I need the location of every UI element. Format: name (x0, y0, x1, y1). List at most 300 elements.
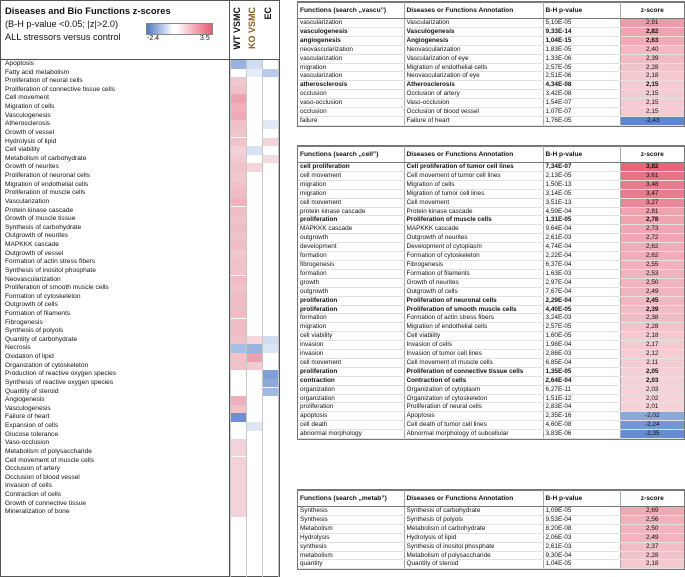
table-row (298, 403, 684, 412)
heatmap-row-label: Angiogenesis (5, 396, 45, 404)
heatmap-row-label: Quantity of carbohydrate (5, 335, 78, 343)
heatmap-title: Diseases and Bio Functions z-scores (5, 5, 171, 16)
heatmap-cell-wt (231, 103, 246, 112)
table-row (298, 36, 684, 45)
table-cell-z: 3,48 (620, 180, 684, 189)
heatmap-cell-ko (247, 189, 262, 198)
heatmap-row-label: Quantity of steroid (5, 387, 59, 395)
heatmap-row-label: Production of reactive oxygen species (5, 370, 117, 378)
table-row (298, 394, 684, 403)
heatmap-cell-wt (231, 69, 246, 78)
heatmap-row-label: Synthesis of reactive oxygen species (5, 378, 114, 386)
heatmap-cell-wt (231, 508, 246, 517)
table-cell-f: vaso-occlusion (298, 99, 404, 108)
table-cell-f: formation (298, 252, 404, 261)
heatmap-row-label: Failure of heart (5, 413, 50, 421)
heatmap-cell-ec (263, 336, 278, 345)
table-cell (297, 145, 685, 440)
table-cell-p: 1,54E-07 (543, 99, 620, 108)
color-scale-bar (146, 23, 213, 35)
table-row (298, 234, 684, 243)
table-cell-z: 2,03 (620, 385, 684, 394)
table-row (298, 54, 684, 63)
table-cell-a: Neovascularization (404, 45, 543, 54)
heatmap-cell-ko (247, 69, 262, 78)
heatmap-cell-ec (263, 60, 278, 69)
table-cell-a: MAPKKK cascade (404, 225, 543, 234)
table-cell-p: 4,59E-04 (543, 207, 620, 216)
heatmap-cell-wt (231, 94, 246, 103)
table-row (298, 296, 684, 305)
heatmap-cell-ko (247, 77, 262, 86)
heatmap-row-label: Cell viability (5, 146, 40, 154)
table-cell-f: MAPKKK cascade (298, 225, 404, 234)
table-cell-f: neovascularization (298, 45, 404, 54)
heatmap-cell-ec (263, 500, 278, 509)
table-row (298, 542, 684, 551)
table-cell-f: atherosclerosis (298, 81, 404, 90)
heatmap-cell-ko (247, 448, 262, 457)
table-cell-f: cell viability (298, 332, 404, 341)
table-cell-p: 2,61E-03 (543, 542, 620, 551)
heatmap-cell-wt (231, 336, 246, 345)
table-cell-a: Metabolism of polysaccharide (404, 551, 543, 560)
table-cell-z: 2,91 (620, 19, 684, 28)
heatmap-cell-ec (263, 207, 278, 216)
heatmap-cell-ko (247, 112, 262, 121)
table-cell-a: Synthesis of inositol phosphate (404, 542, 543, 551)
table-cell-f: contraction (298, 376, 404, 385)
table-cell-z: -2,35 (620, 430, 684, 439)
table-cell-z: 3,27 (620, 198, 684, 207)
heatmap-row-label: Cell movement of muscle cells (5, 456, 95, 464)
table-cell-f: organization (298, 385, 404, 394)
heatmap-cell-ec (263, 129, 278, 138)
table-cell-a: Proliferation of neural cells (404, 403, 543, 412)
table-cell-z: 2,49 (620, 287, 684, 296)
table-cell-a: Failure of heart (404, 116, 543, 125)
table-cell-a: Migration of endothelial cells (404, 63, 543, 72)
heatmap-cell-ko (247, 129, 262, 138)
table-cell-f: quantity (298, 560, 404, 569)
heatmap-cell-ec (263, 77, 278, 86)
table-cell-z: 2,03 (620, 376, 684, 385)
table-cell-z: 2,82 (620, 27, 684, 36)
table-cell-p: 2,35E-16 (543, 412, 620, 421)
table-row (298, 341, 684, 350)
table-row (298, 287, 684, 296)
heatmap-cell-ko (247, 301, 262, 310)
table-cell-f: abnormal morphology (298, 430, 404, 439)
heatmap-cell-ec (263, 508, 278, 517)
table-cell-f: invasion (298, 341, 404, 350)
heatmap-cell-ec (263, 422, 278, 431)
heatmap-cell-ko (247, 465, 262, 474)
heatmap-cell-wt (231, 457, 246, 466)
heatmap-row-label: Formation of cytoskeleton (5, 292, 81, 300)
column-divider (229, 1, 230, 577)
table-row (298, 45, 684, 54)
table-cell-p: 1,33E-06 (543, 54, 620, 63)
table-header: Functions (search „vascu”) (298, 3, 404, 19)
table-cell-p: 1,98E-04 (543, 341, 620, 350)
table-cell-a: Migration of tumor cell lines (404, 189, 543, 198)
table-cell-f: vasculogenesis (298, 27, 404, 36)
heatmap-cell-ec (263, 474, 278, 483)
heatmap-cell-ko (247, 146, 262, 155)
grid-line (230, 60, 231, 577)
table-row (298, 515, 684, 524)
table-header: B-H p-value (543, 3, 620, 19)
table-cell-p: 8,20E-08 (543, 524, 620, 533)
heatmap-row-label: Oxidation of lipid (5, 353, 54, 361)
table-cell-f: formation (298, 314, 404, 323)
table-metab (297, 489, 685, 570)
heatmap-row-label: Growth of connective tissue (5, 499, 86, 507)
table-row (298, 108, 684, 117)
table-row (298, 314, 684, 323)
heatmap-row-label: Proliferation of neuronal cells (5, 172, 91, 180)
table-cell-f: Metabolism (298, 524, 404, 533)
heatmap-row-label: Occlusion of artery (5, 465, 60, 473)
table-cell-z: 2,28 (620, 551, 684, 560)
table-cell-p: 2,83E-04 (543, 403, 620, 412)
table-cell-a: Formation of filaments (404, 269, 543, 278)
table-cell-a: Contraction of cells (404, 376, 543, 385)
table-header: Diseases or Functions Annotation (404, 3, 543, 19)
heatmap-cell-wt (231, 155, 246, 164)
table-cell-p: 1,76E-05 (543, 116, 620, 125)
table-cell-a: Hydrolysis of lipid (404, 533, 543, 542)
heatmap-cell-wt (231, 422, 246, 431)
table-cell-z: 2,72 (620, 234, 684, 243)
table-row (298, 332, 684, 341)
heatmap-cell-ec (263, 198, 278, 207)
heatmap-row-label: Proliferation of neural cells (5, 77, 83, 85)
heatmap-cell-ko (247, 353, 262, 362)
table-cell-z: 3,47 (620, 189, 684, 198)
heatmap-cell-ko (247, 413, 262, 422)
heatmap-cell-ec (263, 284, 278, 293)
heatmap-row-label: Synthesis of inositol phosphate (5, 266, 96, 274)
heatmap-cell-ec (263, 163, 278, 172)
table-row (298, 323, 684, 332)
heatmap-cell-wt (231, 60, 246, 69)
heatmap-cell-ec (263, 276, 278, 285)
table-row (298, 189, 684, 198)
heatmap-cell-ko (247, 379, 262, 388)
table-cell-f: invasion (298, 350, 404, 359)
heatmap-cell-wt (231, 276, 246, 285)
table-cell-p: 4,40E-05 (543, 305, 620, 314)
table-cell-p: 9,33E-14 (543, 27, 620, 36)
heatmap-cell-wt (231, 482, 246, 491)
heatmap-cell-ko (247, 258, 262, 267)
heatmap-row-label: Formation of filaments (5, 309, 71, 317)
heatmap-row-label: Synthesis of polyols (5, 327, 64, 335)
heatmap-row-label: MAPKKK cascade (5, 241, 59, 249)
grid-line (262, 60, 263, 577)
table-cell-a: Atherosclerosis (404, 81, 543, 90)
table-cell-f: metabolism (298, 551, 404, 560)
table-cell-p: 2,57E-05 (543, 323, 620, 332)
table-cell-a: Migration of cells (404, 180, 543, 189)
table-cell-f: proliferation (298, 403, 404, 412)
table-cell-p: 1,63E-03 (543, 269, 620, 278)
table-cell-z: 2,62 (620, 243, 684, 252)
heatmap-row-label: Growth of muscle tissue (5, 215, 76, 223)
heatmap-cell-ko (247, 431, 262, 440)
heatmap-cell-wt (231, 293, 246, 302)
table-cell-a: Cell proliferation of tumor cell lines (404, 163, 543, 172)
heatmap-cell-ec (263, 413, 278, 422)
heatmap-cell-ko (247, 284, 262, 293)
table-cell-f: occlusion (298, 108, 404, 117)
table-cell-z: 2,18 (620, 72, 684, 81)
heatmap-cell-wt (231, 189, 246, 198)
table-cell-f: fibrogenesis (298, 260, 404, 269)
heatmap-cell-ec (263, 94, 278, 103)
table-cell-z: 2,05 (620, 367, 684, 376)
table-cell-a: Protein kinase cascade (404, 207, 543, 216)
table-cell-a: Migration of endothelial cells (404, 323, 543, 332)
table-cell-p: 1,35E-05 (543, 367, 620, 376)
heatmap-cell-ec (263, 250, 278, 259)
heatmap-header (1, 1, 279, 60)
heatmap-cell-wt (231, 388, 246, 397)
table-cell-z: 2,18 (620, 560, 684, 569)
table-cell-f: cell movement (298, 171, 404, 180)
table-cell-z: 2,56 (620, 515, 684, 524)
table-cell-p: 2,29E-04 (543, 296, 620, 305)
heatmap-cell-ko (247, 474, 262, 483)
table-cell-p: 7,34E-07 (543, 163, 620, 172)
table-cell-f: vascularization (298, 19, 404, 28)
heatmap-cell-ec (263, 241, 278, 250)
table-cell-p: 1,07E-07 (543, 108, 620, 117)
heatmap-cell-wt (231, 353, 246, 362)
table-cell-p: 6,85E-04 (543, 358, 620, 367)
table-cell-a: Cell viability (404, 332, 543, 341)
table-cell-z: 2,15 (620, 90, 684, 99)
table-cell-z: 2,40 (620, 45, 684, 54)
heatmap-cell-wt (231, 120, 246, 129)
heatmap-cell-ec (263, 327, 278, 336)
heatmap-cell-wt (231, 163, 246, 172)
table-cell-f: Synthesis (298, 507, 404, 516)
table-cell-f: Synthesis (298, 515, 404, 524)
heatmap-row-label: Growth of neurites (5, 163, 59, 171)
table-cell-z: 2,73 (620, 225, 684, 234)
table-row (298, 207, 684, 216)
table-cell-f: vascularization (298, 54, 404, 63)
table-cell-p: 3,24E-03 (543, 314, 620, 323)
heatmap-cell-ec (263, 258, 278, 267)
heatmap-cell-wt (231, 258, 246, 267)
heatmap-cell-wt (231, 232, 246, 241)
table-cell-p: 6,27E-11 (543, 385, 620, 394)
heatmap-row-label: Organization of cytoskeleton (5, 361, 89, 369)
heatmap-cell-wt (231, 431, 246, 440)
heatmap-cell-wt (231, 129, 246, 138)
table-cell-a: Organization of cytoskeleton (404, 394, 543, 403)
table-cell-p: 9,64E-04 (543, 225, 620, 234)
table-cell-a: Proliferation of smooth muscle cells (404, 305, 543, 314)
heatmap-cell-ec (263, 189, 278, 198)
table-row (298, 350, 684, 359)
table-cell-a: Quantity of steroid (404, 560, 543, 569)
table-row (298, 421, 684, 430)
table-cell-a: Neovascularization of eye (404, 72, 543, 81)
heatmap-row-label: Vascularization (5, 197, 50, 205)
heatmap-cell-ko (247, 310, 262, 319)
table-vascu (297, 1, 685, 127)
table-cell-f: proliferation (298, 296, 404, 305)
table-cell-z: 2,39 (620, 305, 684, 314)
table-row (298, 72, 684, 81)
heatmap-cell-ko (247, 103, 262, 112)
table-row (298, 81, 684, 90)
heatmap-cell-wt (231, 327, 246, 336)
heatmap-row-label: Vaso-occlusion (5, 439, 50, 447)
table-cell-z: 2,15 (620, 81, 684, 90)
table-cell-f: migration (298, 180, 404, 189)
table-cell-p: 1,04E-05 (543, 560, 620, 569)
table-cell-f: migration (298, 63, 404, 72)
heatmap-cell-ko (247, 370, 262, 379)
heatmap-cell-ko (247, 198, 262, 207)
table-header: Diseases or Functions Annotation (404, 491, 543, 507)
table-cell-a: Abnormal morphology of subcellular (404, 430, 543, 439)
heatmap-cell-wt (231, 319, 246, 328)
table-cell-a: Occlusion of artery (404, 90, 543, 99)
heatmap-row (1, 138, 279, 147)
heatmap-cell-ec (263, 267, 278, 276)
heatmap-cell-ec (263, 379, 278, 388)
heatmap-cell-wt (231, 362, 246, 371)
table-cell-z: 2,39 (620, 54, 684, 63)
table-row (298, 63, 684, 72)
heatmap-cell-wt (231, 284, 246, 293)
heatmap-cell-ec (263, 431, 278, 440)
table-cell-a: Metabolism of carbohydrate (404, 524, 543, 533)
heatmap-cell-ko (247, 86, 262, 95)
table-cell-p: 2,13E-05 (543, 171, 620, 180)
table-cell-z: 2,50 (620, 524, 684, 533)
heatmap-row-label: Migration of endothelial cells (5, 180, 89, 188)
table-cell-p: 6,37E-04 (543, 260, 620, 269)
table-row (298, 252, 684, 261)
table-cell-a: Outgrowth of neurites (404, 234, 543, 243)
heatmap-cell-ec (263, 482, 278, 491)
heatmap-cell-wt (231, 370, 246, 379)
heatmap-cell-ko (247, 405, 262, 414)
heatmap-cell-ko (247, 163, 262, 172)
heatmap-row-label: Synthesis of carbohydrate (5, 223, 82, 231)
heatmap-row-label: Vasculogenesis (5, 404, 51, 412)
table-row (298, 430, 684, 439)
heatmap-cell-ko (247, 232, 262, 241)
heatmap-cell-wt (231, 439, 246, 448)
table-cell-p: 2,57E-05 (543, 63, 620, 72)
heatmap-cell-ec (263, 215, 278, 224)
heatmap-row-label: Protein kinase cascade (5, 206, 74, 214)
heatmap-cell-ko (247, 362, 262, 371)
heatmap-subtitle: (B-H p-value <0.05; |z|>2.0) (5, 19, 119, 29)
heatmap-cell-wt (231, 344, 246, 353)
table-cell-z: 2,50 (620, 278, 684, 287)
table-cell-z: 2,49 (620, 533, 684, 542)
table-cell-p: 1,09E-05 (543, 507, 620, 516)
table-cell-z: 2,15 (620, 99, 684, 108)
heatmap-cell-ko (247, 482, 262, 491)
color-scale-max: 3.5 (200, 35, 210, 42)
heatmap-row-label: Metabolism of carbohydrate (5, 154, 87, 162)
table-cell-f: formation (298, 269, 404, 278)
table-header: Functions (search „metab”) (298, 491, 404, 507)
table-row (298, 376, 684, 385)
heatmap-row-label: Fibrogenesis (5, 318, 43, 326)
heatmap-cell-ec (263, 319, 278, 328)
heatmap-cell-ko (247, 224, 262, 233)
heatmap-cell-wt (231, 146, 246, 155)
table-cell-p: 2,06E-03 (543, 533, 620, 542)
table-row (298, 305, 684, 314)
heatmap-cell-ec (263, 155, 278, 164)
table-cell-a: Growth of neurites (404, 278, 543, 287)
heatmap-cell-ec (263, 439, 278, 448)
column-label-ec: EC (263, 7, 273, 20)
table-row (298, 269, 684, 278)
table-cell-a: Synthesis of polyols (404, 515, 543, 524)
table-cell-z: 2,53 (620, 269, 684, 278)
table-cell-a: Occlusion of blood vessel (404, 108, 543, 117)
table-cell-p: 2,51E-06 (543, 72, 620, 81)
heatmap-panel (0, 0, 280, 577)
table-header: B-H p-value (543, 147, 620, 163)
table-row (298, 412, 684, 421)
table-cell-a: Proliferation of connective tissue cells (404, 367, 543, 376)
table-header: z-score (620, 147, 684, 163)
table-cell-a: Vascularization (404, 19, 543, 28)
heatmap-cell-ec (263, 146, 278, 155)
table-cell-a: Cell movement of tumor cell lines (404, 171, 543, 180)
heatmap-row-label: Neovascularization (5, 275, 61, 283)
table-cell-f: outgrowth (298, 287, 404, 296)
table-cell-z: 2,28 (620, 323, 684, 332)
heatmap-cell-wt (231, 379, 246, 388)
table-cell-z: 2,15 (620, 108, 684, 117)
table-cell-p: 2,97E-04 (543, 278, 620, 287)
table-row (298, 260, 684, 269)
table-cell-a: Synthesis of carbohydrate (404, 507, 543, 516)
table-cell-f: angiogenesis (298, 36, 404, 45)
table-row (298, 198, 684, 207)
heatmap-row-label: Proliferation of smooth muscle cells (5, 284, 109, 292)
table-cell-z: 2,55 (620, 260, 684, 269)
table-cell-z: 2,62 (620, 252, 684, 261)
table-cell-p: 3,14E-05 (543, 189, 620, 198)
color-scale-min: -2.4 (147, 35, 160, 42)
heatmap-row-label: Outgrowth of neurites (5, 232, 69, 240)
heatmap-cell-wt (231, 224, 246, 233)
heatmap-cell-wt (231, 474, 246, 483)
heatmap-row-label: Growth of vessel (5, 128, 55, 136)
table-cell-f: Hydrolysis (298, 533, 404, 542)
heatmap-cell-ec (263, 103, 278, 112)
table-cell-a: Fibrogenesis (404, 260, 543, 269)
table-cell-a: Apoptosis (404, 412, 543, 421)
